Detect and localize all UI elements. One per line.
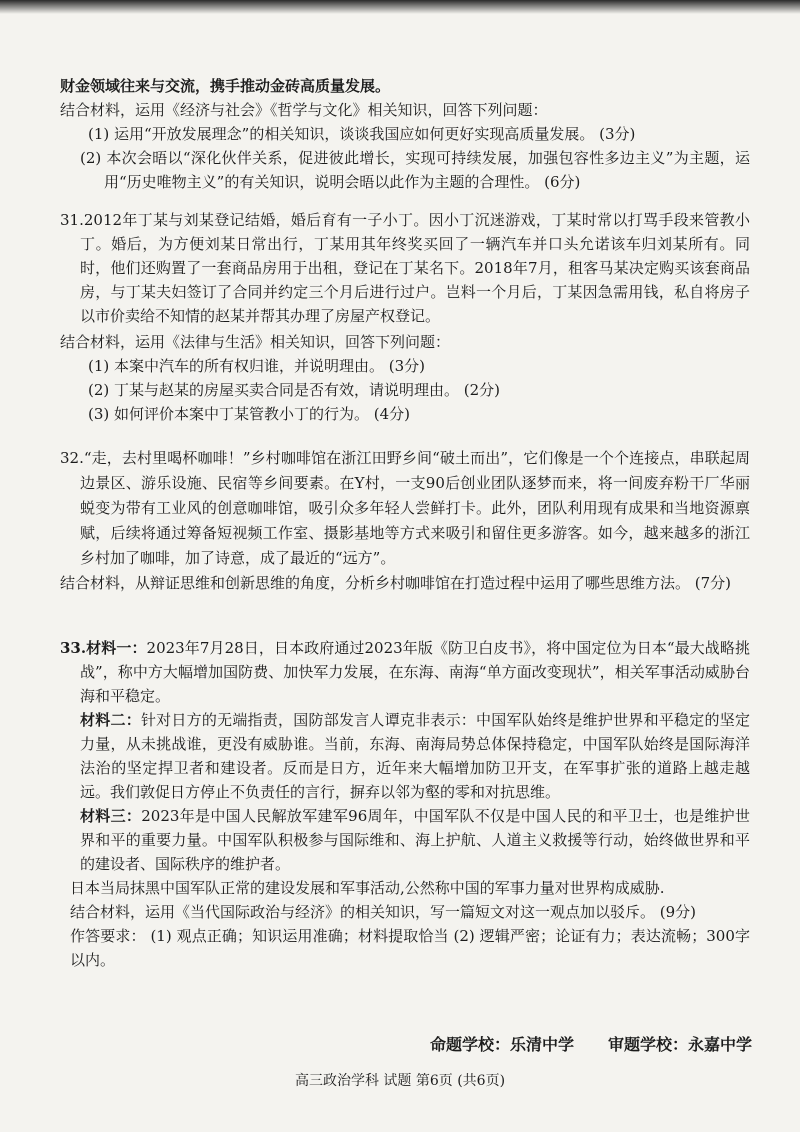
q33-m2-label: 材料二： [80,711,141,729]
q33-m2-text: 针对日方的无端指责，国防部发言人谭克非表示：中国军队始终是维护世界和平稳定的坚定力量，从未挑战谁，更没有威胁谁。当前，东海、南海局势总体保持稳定，中国军队始终是国际海洋法治的坚定捍卫者和建设者。反而是日方，近年来大幅增加防卫开支，在军事扩张的道路上越走越远。我们敦促日方停止不负责任的言行，摒弃以邻为壑的零和对抗思维。 [80,711,750,801]
q30-material-end: 财金领域往来与交流，携手推动金砖高质量发展。 [60,77,391,95]
q31-sub2: (2) 丁某与赵某的房屋买卖合同是否有效，请说明理由。 (2分) [88,381,501,399]
q30-instruction: 结合材料，运用《经济与社会》《哲学与文化》相关知识，回答下列问题： [60,101,548,119]
page-number: 高三政治学科 试题 第6页 (共6页) [294,1073,506,1089]
q33-requirements: 作答要求： (1) 观点正确；知识运用准确；材料提取恰当 (2) 逻辑严密；论证有力；表达流畅；300字以内。 [70,927,750,969]
q30-sub1: (1) 运用“开放发展理念”的相关知识，谈谈我国应如何更好实现高质量发展。 (3分) [88,125,636,143]
q33-m1-label: 33.材料一： [60,639,147,657]
scan-edge-shadow [0,0,800,14]
footer-schools [396,1032,752,1055]
q30-sub2: (2) 本次会晤以“深化伙伴关系，促进彼此增长，实现可持续发展，加强包容性多边主义”为主题，运用“历史唯物主义”的有关知识，说明会晤以此作为主题的合理性。 (6分) [80,149,750,191]
q33-claim: 日本当局抹黑中国军队正常的建设发展和军事活动,公然称中国的军事力量对世界构成威胁. [70,879,665,897]
q33-material-2 [60,708,750,804]
question-32 [60,446,750,596]
question-31 [60,208,750,426]
q33-material-1 [60,636,750,708]
q33-material-3 [60,804,750,876]
q32-stem: 32.“走，去村里喝杯咖啡！”乡村咖啡馆在浙江田野乡间“破土而出”，它们像是一个个连接点，串联起周边景区、游乐设施、民宿等乡间要素。在Y村，一支90后创业团队逐梦而来，将一间废弃粉干厂华丽蜕变为带有工业风的创意咖啡馆，吸引众多年轻人尝鲜打卡。此外，团队利用现有成果和当地资源禀赋，后续将通过筹备短视频工作室、摄影基地等方式来吸引和留住更多游客。如今，越来越多的浙江乡村加了咖啡，加了诗意，成了最近的“远方”。 [60,449,750,567]
q33-m1-text: 2023年7月28日，日本政府通过2023年版《防卫白皮书》，将中国定位为日本“最大战略挑战”，称中方大幅增加国防费、加快军力发展，在东海、南海“单方面改变现状”，相关军事活动威胁台海和平稳定。 [80,639,750,705]
question-33 [60,636,750,972]
question-30-continuation [60,74,750,194]
q33-m3-label: 材料三： [80,807,142,825]
q33-instruction: 结合材料，运用《当代国际政治与经济》的相关知识，写一篇短文对这一观点加以驳斥。 (9分) [70,903,697,921]
author-school: 命题学校：乐清中学 [429,1035,574,1054]
q31-instruction: 结合材料，运用《法律与生活》相关知识，回答下列问题： [60,333,451,351]
q31-sub1: (1) 本案中汽车的所有权归谁，并说明理由。 (3分) [88,357,426,375]
q32-instruction: 结合材料，从辩证思维和创新思维的角度，分析乡村咖啡馆在打造过程中运用了哪些思维方法。 (7分) [60,574,732,592]
q31-stem: 31.2012年丁某与刘某登记结婚，婚后育有一子小丁。因小丁沉迷游戏，丁某时常以打骂手段来管教小丁。婚后，为方便刘某日常出行，丁某用其年终奖买回了一辆汽车并口头允诺该车归刘某所有。同时，他们还购置了一套商品房用于出租，登记在丁某名下。2018年7月，租客马某决定购买该套商品房，与丁某夫妇签订了合同并约定三个月后进行过户。岂料一个月后，丁某因急需用钱，私自将房子以市价卖给不知情的赵某并帮其办理了房屋产权登记。 [60,211,750,325]
reviewer-school: 审题学校：永嘉中学 [607,1035,752,1054]
q31-sub3: (3) 如何评价本案中丁某管教小丁的行为。 (4分) [88,405,411,423]
q33-m3-text: 2023年是中国人民解放军建军96周年，中国军队不仅是中国人民的和平卫士，也是维护世界和平的重要力量。中国军队积极参与国际维和、海上护航、人道主义救援等行动，始终做世界和平的建设者、国际秩序的维护者。 [80,807,750,873]
